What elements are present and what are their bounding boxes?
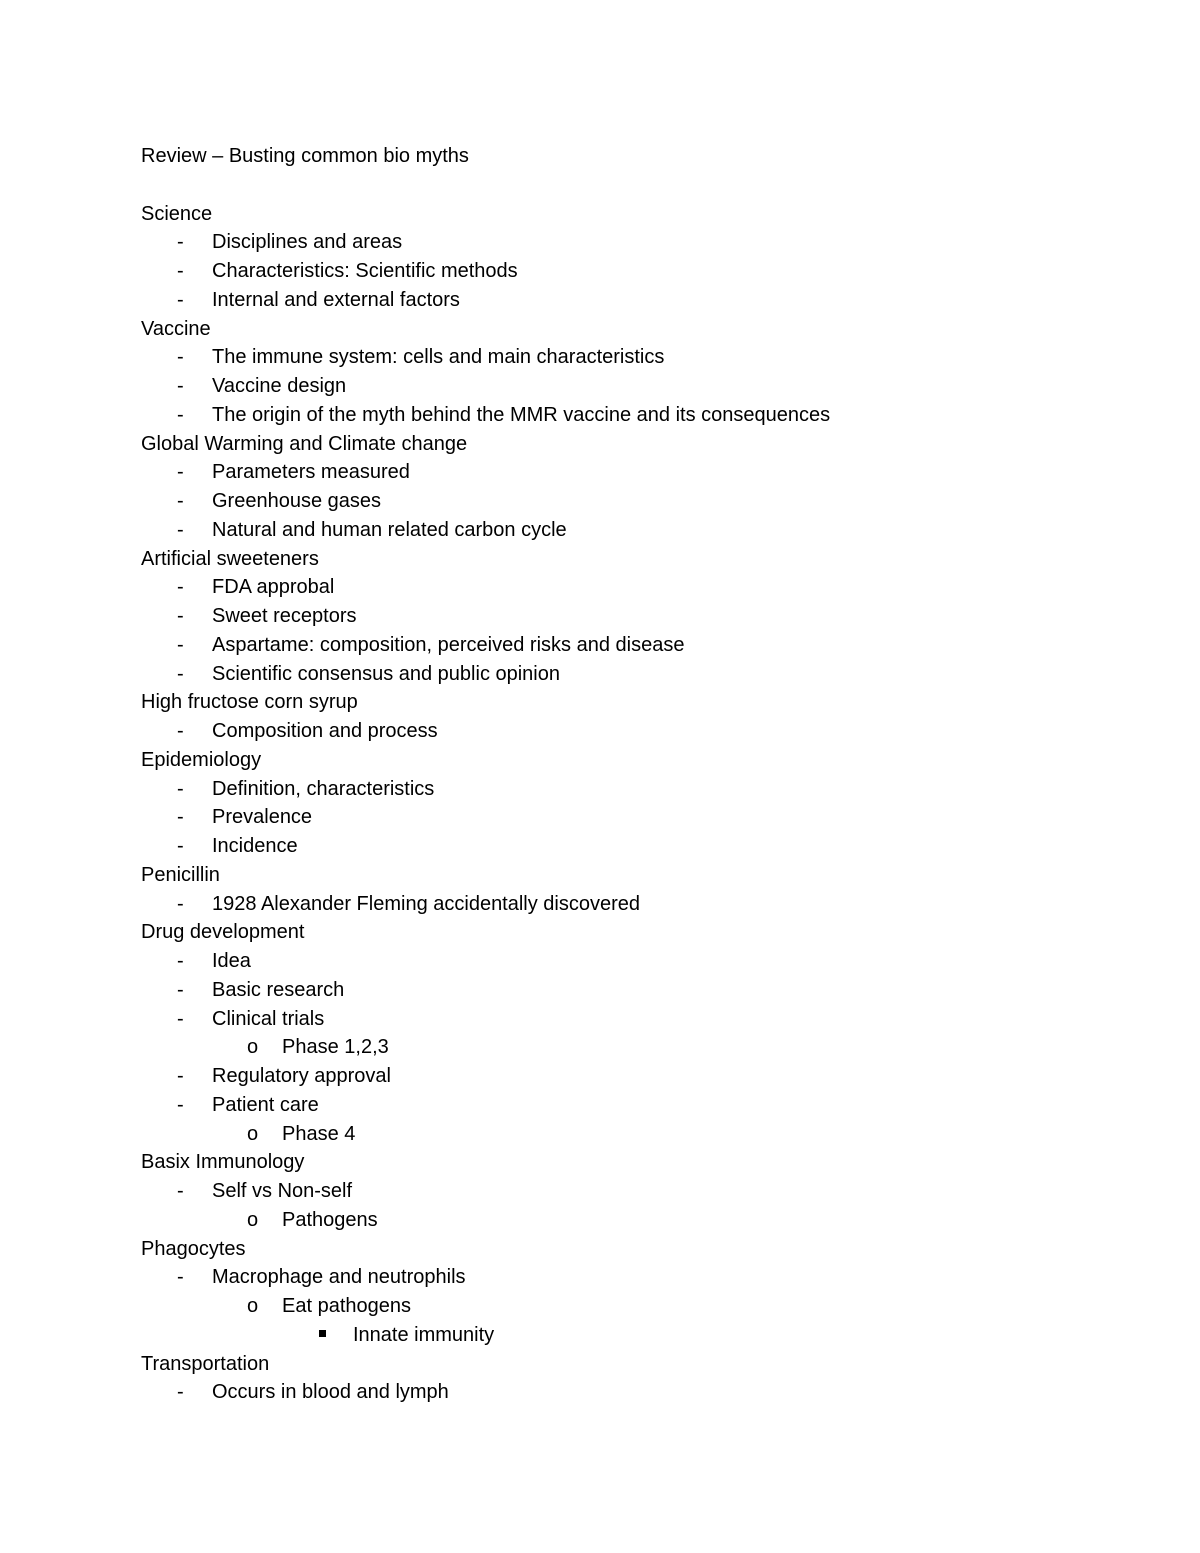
dash-marker: - <box>177 403 184 426</box>
list-item-text: FDA approbal <box>212 576 335 599</box>
list-item-text: Incidence <box>212 835 298 857</box>
list-item <box>141 631 1141 660</box>
list-item <box>141 947 1141 976</box>
circle-marker: o <box>247 1208 259 1231</box>
list-item-text: Scientific consensus and public opinion <box>212 662 560 685</box>
list-item <box>141 286 1141 315</box>
list-item <box>141 803 1141 832</box>
list-item <box>141 343 1141 372</box>
sub-list-item <box>141 1206 1141 1235</box>
list-item <box>141 775 1141 804</box>
list-item <box>141 1091 1141 1120</box>
list-item-text: Clinical trials <box>212 1007 325 1030</box>
section-heading-basix-immunology: Basix Immunology <box>141 1151 305 1174</box>
list-item <box>141 717 1141 746</box>
list-item-text: Vaccine design <box>212 375 347 397</box>
dash-marker: - <box>177 633 184 656</box>
dash-marker: - <box>177 1093 184 1116</box>
dash-marker: - <box>177 662 184 685</box>
section-heading-hfcs: High fructose corn syrup <box>141 691 358 714</box>
list-item <box>141 401 1141 430</box>
section-heading-science: Science <box>141 202 213 225</box>
list-item-text: 1928 Alexander Fleming accidentally discovered <box>212 892 641 915</box>
dash-marker: - <box>177 260 184 282</box>
list-item-text: Internal and external factors <box>212 288 460 311</box>
section-heading-artificial-sweeteners: Artificial sweeteners <box>141 547 319 570</box>
dash-marker: - <box>177 576 184 599</box>
dash-marker: - <box>177 375 184 397</box>
section-heading-transportation: Transportation <box>141 1352 270 1375</box>
dash-marker: - <box>177 518 184 541</box>
list-item <box>141 1378 1141 1407</box>
list-item-text: Natural and human related carbon cycle <box>212 518 567 541</box>
list-item-text: Parameters measured <box>212 461 410 484</box>
section-heading-vaccine: Vaccine <box>141 317 211 340</box>
list-item-text: Patient care <box>212 1093 319 1116</box>
dash-marker: - <box>177 231 184 254</box>
list-item-text: The origin of the myth behind the MMR vaccine and its consequences <box>212 403 831 426</box>
section-heading-phagocytes: Phagocytes <box>141 1237 246 1260</box>
list-item <box>141 832 1141 861</box>
section-heading-drug-development: Drug development <box>141 921 305 944</box>
document-content <box>141 142 1141 1407</box>
list-item-text: Sweet receptors <box>212 605 357 627</box>
list-item <box>141 458 1141 487</box>
dash-marker: - <box>177 835 184 857</box>
list-item <box>141 516 1141 545</box>
list-item-text: Definition, characteristics <box>212 777 435 800</box>
list-item-text: Disciplines and areas <box>212 231 403 254</box>
list-item-text: Regulatory approval <box>212 1065 391 1087</box>
dash-marker: - <box>177 1381 184 1404</box>
list-item <box>141 1177 1141 1206</box>
sub-list-item <box>141 1120 1141 1149</box>
list-item-text: The immune system: cells and main characteristics <box>212 346 665 369</box>
list-item <box>141 890 1141 919</box>
sub-list-item <box>141 1033 1141 1062</box>
list-item <box>141 1062 1141 1091</box>
section-heading-penicillin: Penicillin <box>141 863 220 886</box>
circle-marker: o <box>247 1122 259 1145</box>
list-item <box>141 1263 1141 1292</box>
dash-marker: - <box>177 1266 184 1289</box>
dash-marker: - <box>177 1180 184 1202</box>
circle-marker: o <box>247 1036 259 1059</box>
dash-marker: - <box>177 346 184 369</box>
list-item-text: Occurs in blood and lymph <box>212 1381 449 1404</box>
list-item-text: Self vs Non-self <box>212 1180 353 1202</box>
sub-list-item <box>141 1292 1141 1321</box>
list-item <box>141 976 1141 1005</box>
dash-marker: - <box>177 1065 184 1087</box>
dash-marker: - <box>177 978 184 1001</box>
document-title: Review – Busting common bio myths <box>141 145 469 167</box>
list-item-text: Phase 1,2,3 <box>282 1036 389 1059</box>
dash-marker: - <box>177 1007 184 1030</box>
list-item-text: Composition and process <box>212 720 438 742</box>
dash-marker: - <box>177 806 184 829</box>
dash-marker: - <box>177 777 184 800</box>
dash-marker: - <box>177 288 184 311</box>
dash-marker: - <box>177 720 184 742</box>
square-bullet-icon <box>319 1321 326 1350</box>
section-heading-epidemiology: Epidemiology <box>141 748 262 771</box>
list-item <box>141 228 1141 257</box>
list-item <box>141 487 1141 516</box>
list-item-text: Characteristics: Scientific methods <box>212 260 518 282</box>
list-item <box>141 660 1141 689</box>
list-item <box>141 602 1141 631</box>
list-item-text: Macrophage and neutrophils <box>212 1266 466 1289</box>
list-item-text: Basic research <box>212 978 345 1001</box>
list-item <box>141 372 1141 401</box>
list-item-text: Eat pathogens <box>282 1295 411 1317</box>
sub-sub-list-item <box>141 1321 1141 1350</box>
dash-marker: - <box>177 892 184 915</box>
list-item-text: Innate immunity <box>353 1323 495 1346</box>
dash-marker: - <box>177 461 184 484</box>
circle-marker: o <box>247 1295 259 1317</box>
dash-marker: - <box>177 605 184 627</box>
list-item-text: Aspartame: composition, perceived risks and disease <box>212 633 685 656</box>
dash-marker: - <box>177 950 184 972</box>
list-item-text: Phase 4 <box>282 1122 356 1145</box>
dash-marker: - <box>177 490 184 512</box>
blank-line <box>141 171 1141 200</box>
list-item-text: Idea <box>212 950 251 972</box>
list-item-text: Prevalence <box>212 806 313 829</box>
list-item-text: Greenhouse gases <box>212 490 382 512</box>
section-heading-global-warming: Global Warming and Climate change <box>141 432 468 455</box>
list-item-text: Pathogens <box>282 1208 378 1231</box>
list-item <box>141 573 1141 602</box>
list-item <box>141 1005 1141 1034</box>
list-item <box>141 257 1141 286</box>
